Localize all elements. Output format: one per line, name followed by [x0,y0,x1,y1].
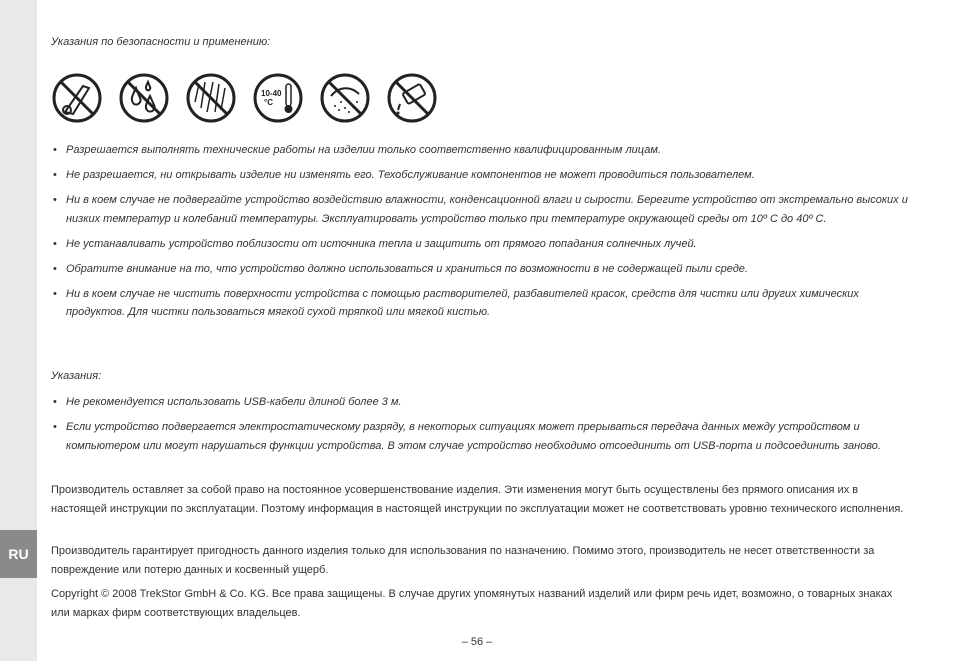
temperature-unit-label: °C [264,98,273,107]
no-solvent-icon [386,72,438,124]
safety-item: • Разрешается выполнять технические работы на изделии только соответственно квалифицированным лицам. [51,141,911,160]
notes-item: • Если устройство подвергается электростатическому разряду, в некоторых ситуациях может прерываться передача данных между устройством и компьютером или могут нарушаться функции устройства. В этом случае устройство необходимо отсоединить от USB-порта и подсоединить заново. [51,418,911,455]
safety-item: • Ни в коем случае не подвергайте устройство воздействию влажности, конденсационной влаги и сырости. Берегите устройство от экстремально высоких и низких температур и колебаний температуры. Эксплуатировать устройство только при температуре окружающей среды от 10º C до 40º C. [51,191,911,228]
paragraph-improvement: Производитель оставляет за собой право на постоянное усовершенствование изделия. Эти изменения могут быть осуществлены без прямого описания их в настоящей инструкции по эксплуатации. Поэтому информация в настоящей инструкции по эксплуатации может не соответствовать уровню технического исполнения. [51,484,904,515]
no-dust-icon [319,72,371,124]
paragraph-warranty: Производитель гарантирует пригодность данного изделия только для использования по назначению. Помимо этого, производитель не несет ответственности за повреждение или потерю данных и косвенный ущерб. [51,545,875,576]
safety-heading: Указания по безопасности и применению: [51,36,271,48]
no-tools-icon [51,72,103,124]
notes-list [51,393,911,462]
safety-icons-row [51,72,438,124]
no-water-icon [118,72,170,124]
safety-item: • Обратите внимание на то, что устройство должно использоваться и храниться по возможности в не содержащей пыли среде. [51,260,911,279]
page-number: – 56 – [461,636,493,648]
temperature-range-label: 10-40 [261,89,282,98]
temperature-icon [252,72,304,124]
safety-item: • Не устанавливать устройство поблизости от источника тепла и защитить от прямого попадания солнечных лучей. [51,235,911,254]
safety-item: • Не разрешается, ни открывать изделие ни изменять его. Техобслуживание компонентов не может проводиться пользователем. [51,166,911,185]
paragraph-copyright: Copyright © 2008 TrekStor GmbH & Co. KG. Все права защищены. В случае других упомянутых названий изделий или фирм речь идет, возможно, о товарных знаках или марках фирм соответствующих владельцев. [51,588,893,619]
safety-item: • Ни в коем случае не чистить поверхности устройства с помощью растворителей, разбавителей красок, средств для чистки или других химических продуктов. Для чистки пользоваться мягкой сухой тряпкой или мягкой кистью. [51,285,911,322]
notes-heading: Указания: [51,370,102,382]
no-rain-icon [185,72,237,124]
notes-item: • Не рекомендуется использовать USB-кабели длиной более 3 м. [51,393,911,412]
safety-list [51,141,911,328]
language-tab: RU [0,530,37,578]
